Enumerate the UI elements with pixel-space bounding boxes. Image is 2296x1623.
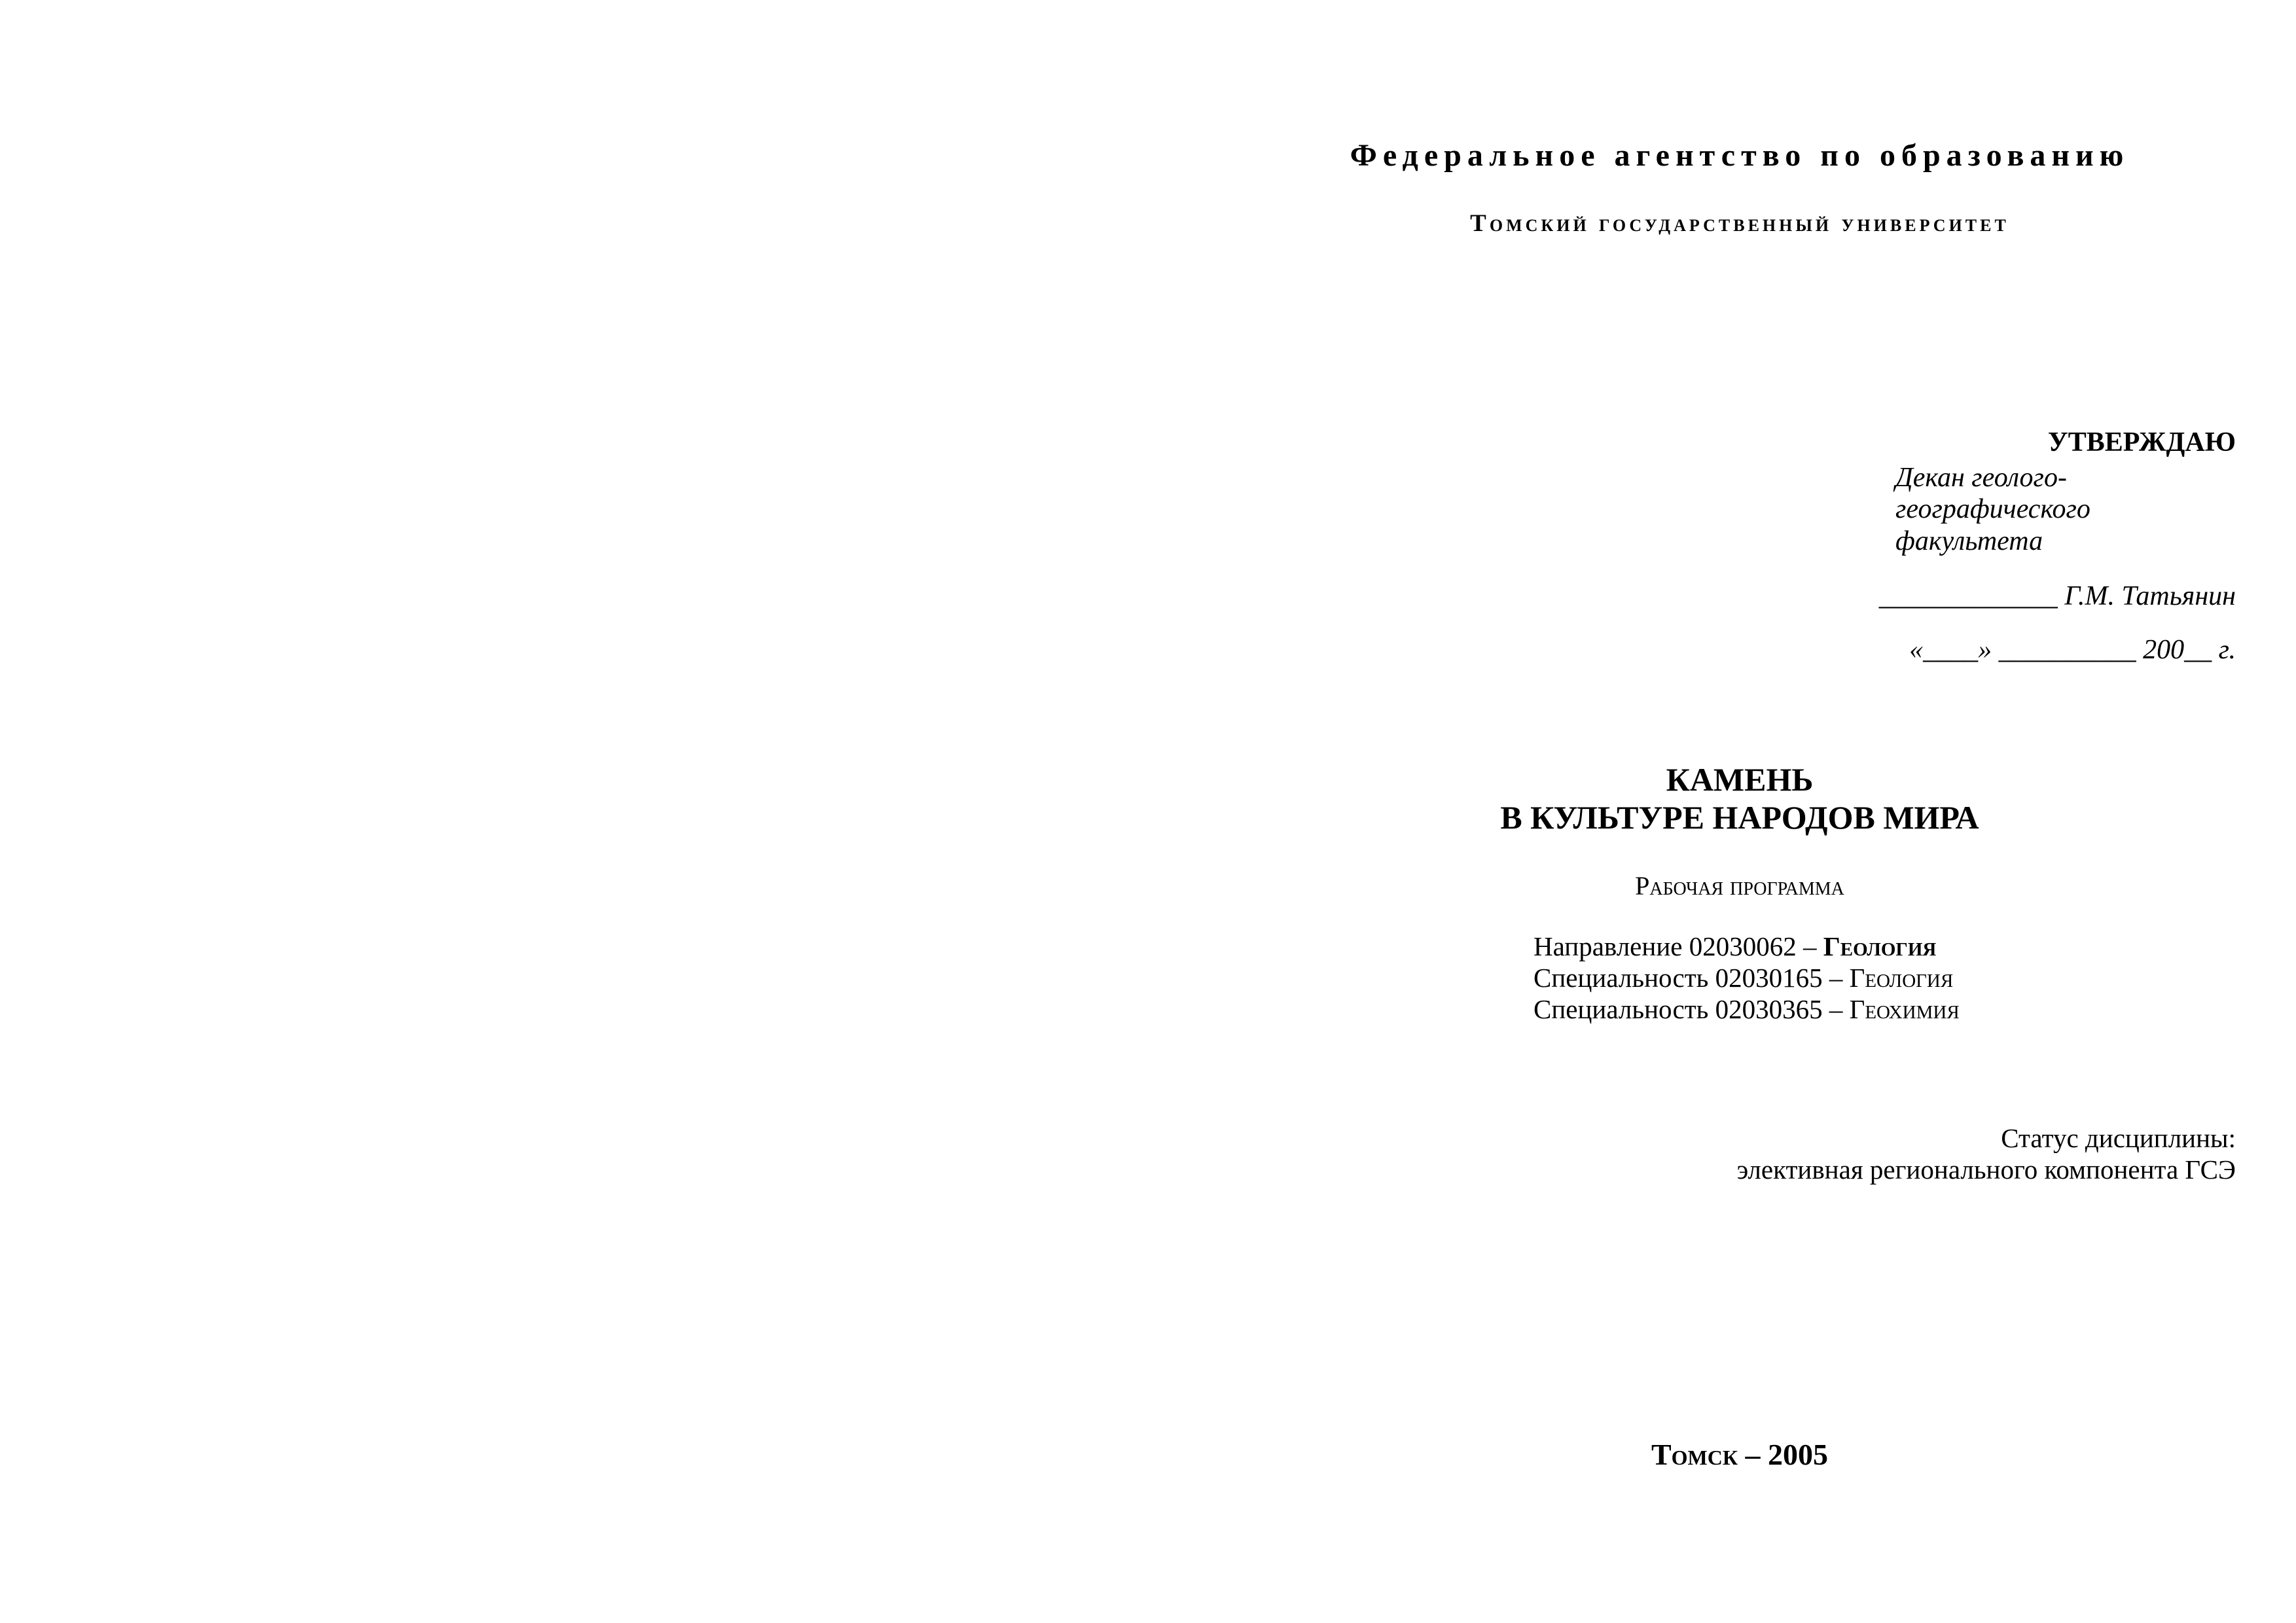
city-year xyxy=(1651,1437,1828,1472)
agency-name: Федеральное агентство по образованию xyxy=(1350,138,2130,173)
discipline-status xyxy=(1737,1122,2236,1185)
direction-prefix: Направление 02030062 – xyxy=(1534,931,1823,961)
dean-position-line-2: факультета xyxy=(1895,526,2043,556)
approval-title: УТВЕРЖДАЮ xyxy=(2047,427,2236,457)
directions-list xyxy=(1534,931,1960,1025)
specialty-name: Геология xyxy=(1849,963,1954,993)
specialty-row xyxy=(1534,993,1960,1025)
direction-row xyxy=(1534,931,1960,962)
status-label: Статус дисциплины: xyxy=(2001,1123,2236,1153)
publication-year: 2005 xyxy=(1768,1438,1829,1471)
city-year-separator: – xyxy=(1738,1438,1768,1471)
specialty-prefix: Специальность 02030165 – xyxy=(1534,963,1850,993)
university-name: Томский государственный университет xyxy=(1470,210,2009,237)
specialty-name: Геохимия xyxy=(1849,994,1960,1024)
document-type: Рабочая программа xyxy=(1635,871,1844,901)
dean-position-line-1: Декан геолого-географического xyxy=(1895,463,2090,525)
specialty-row xyxy=(1534,962,1960,993)
specialty-prefix: Специальность 02030365 – xyxy=(1534,994,1850,1024)
course-title-line-1: КАМЕНЬ xyxy=(1666,761,1814,798)
signature-line: _____________ Г.М. Татьянин xyxy=(1878,580,2236,611)
dean-position xyxy=(1843,462,2236,557)
status-value: элективная регионального компонента ГСЭ xyxy=(1736,1154,2236,1185)
course-title-line-2: В КУЛЬТУРЕ НАРОДОВ МИРА xyxy=(1500,799,1979,836)
city-name: Томск xyxy=(1651,1438,1738,1471)
direction-name: Геология xyxy=(1823,931,1937,961)
approval-block xyxy=(1843,427,2236,666)
approval-date: «____» __________ 200__ г. xyxy=(1909,634,2236,665)
